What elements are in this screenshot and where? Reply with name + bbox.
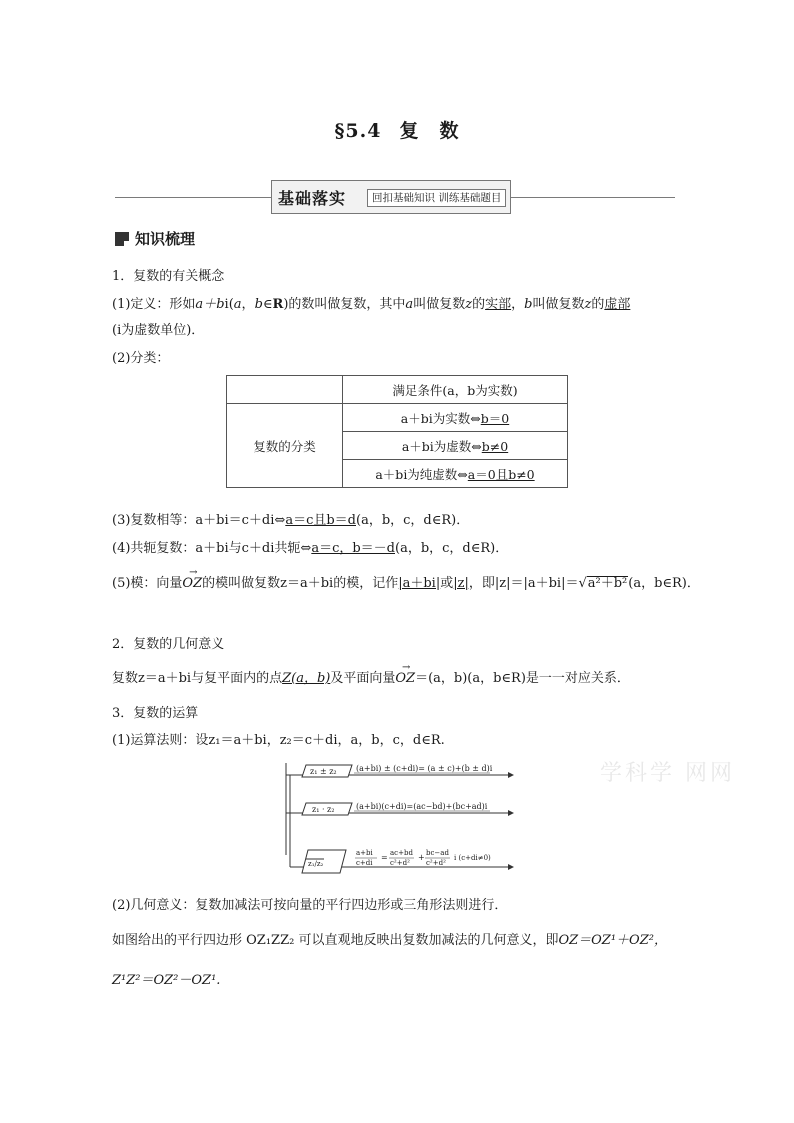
mod-p1: 的模叫做复数z＝a＋bi的模，记作 bbox=[202, 576, 399, 591]
title-text: 复 数 bbox=[399, 120, 460, 142]
cond-pre: a＋bi为实数⇔ bbox=[400, 410, 481, 426]
section-banner bbox=[271, 180, 511, 214]
mod-p3: ，即|z|＝|a＋bi|＝ bbox=[468, 576, 579, 591]
def-p2: 叫做复数 bbox=[413, 297, 466, 312]
formula-mul: (a+bi)(c+di)=(ac−bd)+(bc+ad)i bbox=[356, 802, 488, 811]
table-cell bbox=[227, 376, 343, 404]
conj-lead: (4)共轭复数： bbox=[112, 541, 196, 556]
square-bullet-icon bbox=[115, 232, 129, 246]
def-z2: z bbox=[584, 297, 592, 312]
heading-3: 3．复数的运算 bbox=[112, 706, 199, 721]
table-cell bbox=[343, 404, 568, 432]
def-p1: 的数叫做复数，其中 bbox=[288, 297, 406, 312]
table-cell bbox=[343, 460, 568, 488]
def-z: z bbox=[465, 297, 473, 312]
watermark: 学科学 网网 bbox=[600, 761, 735, 786]
classification-table bbox=[226, 375, 568, 488]
formula-div-den3: c²+d² bbox=[426, 859, 446, 867]
conj-cond: a＝c，b＝－d bbox=[311, 541, 395, 556]
mod-p2: 或 bbox=[440, 576, 454, 591]
geo-p2: 及平面向量 bbox=[330, 671, 396, 686]
mod-tail: (a，b∈R)． bbox=[628, 576, 700, 591]
section-heading-text: 知识梳理 bbox=[135, 230, 196, 248]
def-a: a bbox=[405, 297, 414, 312]
modulus-line bbox=[112, 575, 700, 593]
figure-line-2 bbox=[112, 972, 220, 990]
sqrt-icon: √ bbox=[578, 576, 587, 591]
fig-eq2: Z¹Z²＝OZ²－OZ¹. bbox=[112, 973, 221, 988]
formula-div-den2: c²+d² bbox=[390, 859, 410, 867]
rule-lead: (1)运算法则：设z₁＝a＋bi，z₂＝c＋di，a，b，c，d∈R. bbox=[112, 733, 445, 748]
arrow-icon bbox=[508, 772, 514, 778]
def-real-part: 实部 bbox=[485, 297, 512, 312]
formula-div-plus: + bbox=[418, 853, 425, 862]
figure-line bbox=[112, 932, 667, 950]
cond-pre: a＋bi为纯虚数⇔ bbox=[375, 466, 468, 482]
def-imag-part: 虚部 bbox=[604, 297, 631, 312]
cond-value: b≠0 bbox=[481, 438, 509, 454]
geo-p3: ＝(a，b)(a，b∈R)是一一对应关系． bbox=[415, 671, 630, 686]
heading-2: 2．复数的几何意义 bbox=[112, 637, 225, 652]
formula-div-num1: a+bi bbox=[356, 849, 373, 857]
def-p3: 的 bbox=[472, 297, 486, 312]
equal-lead: (3)复数相等： bbox=[112, 513, 196, 528]
geometric-meaning-line bbox=[112, 670, 630, 688]
formula-div-num3: bc−ad bbox=[426, 849, 449, 857]
equal-expr: a＋bi＝c＋di⇔ bbox=[195, 513, 286, 528]
section-heading bbox=[115, 228, 195, 249]
def-b: b bbox=[524, 297, 533, 312]
formula-add: (a+bi) ± (c+di)= (a ± c)+(b ± d)i bbox=[356, 764, 493, 773]
table-row bbox=[227, 376, 568, 404]
conj-expr: a＋bi与c＋di共轭⇔ bbox=[195, 541, 312, 556]
conjugate-line bbox=[112, 540, 508, 558]
equality-line bbox=[112, 512, 469, 530]
title-number: §5.4 bbox=[334, 120, 382, 142]
banner-title: 基础落实 bbox=[278, 189, 347, 208]
table-cell bbox=[343, 432, 568, 460]
cond-pre: a＋bi为虚数⇔ bbox=[401, 438, 482, 454]
table-row bbox=[227, 404, 568, 432]
mod-root: a²＋b² bbox=[587, 576, 628, 591]
banner-rule-right bbox=[511, 197, 675, 198]
definition-line bbox=[112, 296, 630, 314]
definition-line-2: (i为虚数单位)． bbox=[112, 323, 205, 338]
table-row-label: 复数的分类 bbox=[227, 404, 343, 488]
table-header: 满足条件(a，b为实数) bbox=[343, 376, 568, 404]
geo-point: Z(a，b) bbox=[282, 671, 331, 686]
cond-value: b＝0 bbox=[480, 410, 510, 426]
op-div-label: z₁/z₂ bbox=[308, 860, 324, 868]
cond-value: a＝0且b≠0 bbox=[467, 466, 535, 482]
banner-rule-left bbox=[115, 197, 271, 198]
def-p4: ， bbox=[511, 297, 525, 312]
operation-diagram bbox=[280, 755, 520, 880]
fig-p1: 如图给出的平行四边形 OZ₁ZZ₂ 可以直观地反映出复数加减法的几何意义，即 bbox=[112, 933, 559, 948]
def-cond: (a，b∈R) bbox=[228, 297, 289, 312]
formula-div-num2: ac+bd bbox=[390, 849, 413, 857]
banner-subtitle: 回扣基础知识 训练基础题目 bbox=[367, 189, 506, 207]
geo-p1: 复数z＝a＋bi与复平面内的点 bbox=[112, 671, 283, 686]
geometric-addition-line: (2)几何意义：复数加减法可按向量的平行四边形或三角形法则进行． bbox=[112, 898, 508, 913]
mod-form-1: |a＋bi| bbox=[398, 576, 441, 591]
heading-1: 1．复数的有关概念 bbox=[112, 269, 225, 284]
classification-label: (2)分类： bbox=[112, 351, 170, 366]
vector-oz-2: → OZ bbox=[395, 670, 415, 688]
vector-oz: → OZ bbox=[182, 575, 202, 593]
mod-form-2: |z| bbox=[453, 576, 469, 591]
formula-div-den1: c+di bbox=[356, 859, 373, 867]
def-p6: 的 bbox=[591, 297, 605, 312]
conj-tail: (a，b，c，d∈R)． bbox=[395, 541, 509, 556]
op-add-label: z₁ ± z₂ bbox=[310, 767, 337, 776]
formula-div-tail: i (c+di≠0) bbox=[454, 854, 491, 862]
def-lead: (1)定义：形如 bbox=[112, 297, 196, 312]
fig-eq1: OZ＝OZ¹＋OZ²， bbox=[558, 933, 667, 948]
equal-cond: a＝c且b＝d bbox=[285, 513, 356, 528]
equal-tail: (a，b，c，d∈R)． bbox=[356, 513, 470, 528]
formula-div-eq: = bbox=[381, 853, 388, 862]
arrow-icon bbox=[508, 810, 514, 816]
op-mul-label: z₁ · z₂ bbox=[312, 805, 335, 814]
def-form: a＋bi bbox=[195, 297, 229, 312]
def-p5: 叫做复数 bbox=[532, 297, 585, 312]
arrow-icon bbox=[508, 864, 514, 870]
mod-lead: (5)模：向量 bbox=[112, 576, 183, 591]
page-title bbox=[0, 116, 794, 143]
